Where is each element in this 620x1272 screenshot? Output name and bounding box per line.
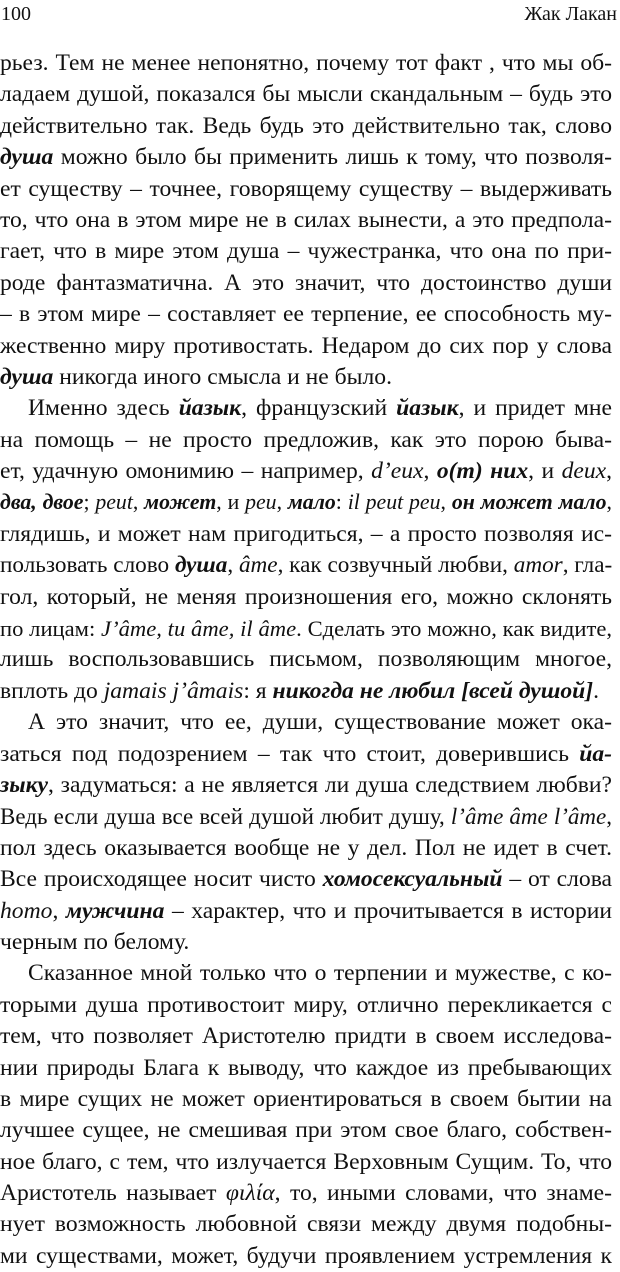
text-segment: жественно миру противостать. Недаром до сих пор у слова <box>0 332 612 359</box>
text-line <box>0 268 612 299</box>
emphasis-text: peu <box>245 490 277 515</box>
text-segment: ладаем душой, показался бы мысли скандальным – будь это <box>0 81 612 108</box>
emphasis-text: душа <box>174 552 228 579</box>
text-segment: гол, который, не меняя произношения его, можно склонять <box>0 583 612 610</box>
emphasis-text: φιλία <box>225 1180 275 1207</box>
text-line <box>0 833 612 864</box>
text-segment: , <box>606 804 612 830</box>
text-line <box>0 425 612 456</box>
text-line <box>0 79 612 110</box>
text-line <box>0 1178 612 1209</box>
emphasis-text: йа- <box>579 740 612 767</box>
text-segment: Аристотель называет <box>0 1180 226 1207</box>
text-segment: ет существу – точнее, говорящему существу – выдерживать <box>0 175 612 202</box>
text-segment: по лицам: <box>0 616 102 642</box>
text-segment: на помощь – не просто предложив, как это порою быва- <box>0 426 612 453</box>
text-segment: , и <box>528 458 562 485</box>
text-segment: Все происходящее носит чисто <box>0 866 323 893</box>
text-segment: роде фантазматична. А это значит, что достоинство души <box>0 269 612 296</box>
text-segment: – характер, что и прочитывается в истории <box>164 897 612 924</box>
text-segment: . Сделать это можно, как видите, <box>296 616 613 642</box>
text-line <box>0 896 612 927</box>
text-segment: – от слова <box>502 866 612 893</box>
page-header <box>0 0 620 34</box>
text-line <box>0 519 612 550</box>
emphasis-text: зыку <box>0 771 49 798</box>
text-line <box>0 958 612 989</box>
emphasis-text: хомосексуальный <box>322 866 503 893</box>
text-line <box>0 1115 612 1146</box>
text-segment: А это значит, что ее, души, существование может ока- <box>28 709 612 736</box>
text-line <box>0 739 612 770</box>
text-segment: гает, что в мире этом душа – чужестранка, что она по при- <box>0 238 612 265</box>
text-segment: , <box>606 458 613 485</box>
text-segment: , и <box>216 490 246 515</box>
text-segment: : <box>335 490 348 515</box>
text-segment: тем, что позволяет Аристотелю придти в своем исследова- <box>0 1023 612 1050</box>
text-line <box>0 174 612 205</box>
emphasis-text: J’âme, tu âme, il âme <box>101 616 297 642</box>
emphasis-text: может <box>144 490 217 515</box>
text-segment: , и придет мне <box>458 395 612 422</box>
emphasis-text: âme <box>238 552 278 579</box>
emphasis-text: deux <box>561 458 607 485</box>
text-line <box>0 1147 612 1178</box>
emphasis-text: homo <box>0 897 53 924</box>
emphasis-text: никогда не любил [всей душой] <box>272 677 594 704</box>
text-segment: Ведь если душа все всей душой любит душу, <box>0 804 451 830</box>
text-segment: нует возможность любовной связи между двумя подобны- <box>0 1211 612 1238</box>
text-line <box>0 770 612 801</box>
text-segment: , <box>440 490 452 515</box>
emphasis-text: йазык <box>396 395 459 422</box>
text-segment: , <box>276 490 288 515</box>
emphasis-text: мужчина <box>65 897 165 924</box>
text-line <box>0 582 612 613</box>
text-line <box>0 331 612 362</box>
emphasis-text: он может мало <box>451 490 607 515</box>
text-segment: , то, иными словами, что знаме- <box>274 1180 612 1207</box>
text-line <box>0 236 612 267</box>
text-segment: , <box>606 490 612 515</box>
text-segment: в мире сущих не может ориентироваться в своем бытии на <box>0 1085 612 1112</box>
text-line <box>0 48 612 79</box>
text-line <box>0 613 612 644</box>
text-segment: , <box>423 458 437 485</box>
running-title: Жак Лакан <box>524 3 617 25</box>
text-segment: лишь воспользовавшись письмом, позволяющим многое, <box>0 646 612 673</box>
emphasis-text: il peut peu <box>347 490 441 515</box>
text-segment: то, что она в этом мире не в силах вынести, а это предпола- <box>0 206 612 233</box>
body-text <box>0 48 612 1272</box>
text-segment: ет, удачную омонимию – например, <box>0 458 372 485</box>
text-segment: нии природы Блага к выводу, что каждое из пребывающих <box>0 1054 612 1081</box>
text-segment: торыми душа противостоит миру, отлично перекликается с <box>0 991 612 1018</box>
text-line <box>0 707 612 738</box>
emphasis-text: peut <box>95 490 133 515</box>
text-segment: заться под подозрением – так что стоит, доверившись <box>0 740 580 767</box>
text-line <box>0 676 612 707</box>
emphasis-text: душа <box>0 144 54 171</box>
text-line <box>0 393 612 424</box>
text-segment: , задуматься: а не является ли душа следствием любви? <box>48 771 612 798</box>
text-segment: , как созвучный любви, <box>277 552 514 579</box>
text-line <box>0 142 612 173</box>
text-line <box>0 1021 612 1052</box>
text-line <box>0 550 612 581</box>
text-line <box>0 990 612 1021</box>
text-line <box>0 1084 612 1115</box>
text-segment: рьез. Тем не менее непонятно, почему тот факт , что мы об- <box>0 50 612 76</box>
text-line <box>0 487 612 518</box>
text-segment: лучшее сущее, не смешивая при этом свое благо, собствен- <box>0 1117 612 1144</box>
emphasis-text: о(т) них <box>436 458 529 485</box>
text-segment: Сказанное мной только что о терпении и мужестве, с ко- <box>28 960 612 987</box>
text-segment: ; <box>83 490 96 515</box>
text-segment: , <box>52 897 66 924</box>
text-segment: : я <box>243 677 273 704</box>
text-segment: , французский <box>241 395 397 422</box>
text-line <box>0 864 612 895</box>
text-line <box>0 1209 612 1240</box>
text-segment: , гла- <box>562 552 613 579</box>
text-segment: действительно так. Ведь будь это действительно так, слово <box>0 112 612 139</box>
text-segment: . <box>593 677 600 704</box>
emphasis-text: два, двое <box>0 490 84 515</box>
text-segment: , <box>132 490 145 515</box>
emphasis-text: l’âme âme l’âme <box>450 804 607 830</box>
text-segment: ми существами, может, будучи проявлением устремления к <box>0 1242 612 1269</box>
text-line <box>0 801 612 832</box>
text-segment: никогда иного смысла и не было. <box>53 363 392 390</box>
text-segment: черным по белому. <box>0 928 190 955</box>
text-segment: пол здесь оказывается вообще не у дел. Пол не идет в счет. <box>0 834 612 861</box>
emphasis-text: amor <box>513 552 563 579</box>
emphasis-text: душа <box>0 363 54 390</box>
text-segment: ное благо, с тем, что излучается Верховным Сущим. То, что <box>0 1148 612 1175</box>
text-segment: пользовать слово <box>0 552 175 579</box>
text-line <box>0 1053 612 1084</box>
text-line <box>0 927 612 958</box>
text-line <box>0 299 612 330</box>
text-line <box>0 362 612 393</box>
text-line <box>0 205 612 236</box>
text-segment: глядишь, и может нам пригодиться, – а просто позволяя ис- <box>0 520 612 547</box>
emphasis-text: мало <box>287 490 336 515</box>
text-line <box>0 456 612 487</box>
text-line <box>0 111 612 142</box>
text-segment: вплоть до <box>0 677 104 704</box>
text-segment: можно было бы применить лишь к тому, что позволя- <box>53 144 612 171</box>
text-segment: Именно здесь <box>28 395 179 422</box>
text-line <box>0 1241 612 1272</box>
page-number: 100 <box>1 3 31 25</box>
text-line <box>0 644 612 675</box>
emphasis-text: d’eux <box>371 458 424 485</box>
text-segment: – в этом мире – составляет ее терпение, ее способность му- <box>0 301 612 328</box>
emphasis-text: jamais j’âmais <box>103 677 244 704</box>
emphasis-text: йазык <box>178 395 242 422</box>
text-segment: , <box>227 552 239 579</box>
